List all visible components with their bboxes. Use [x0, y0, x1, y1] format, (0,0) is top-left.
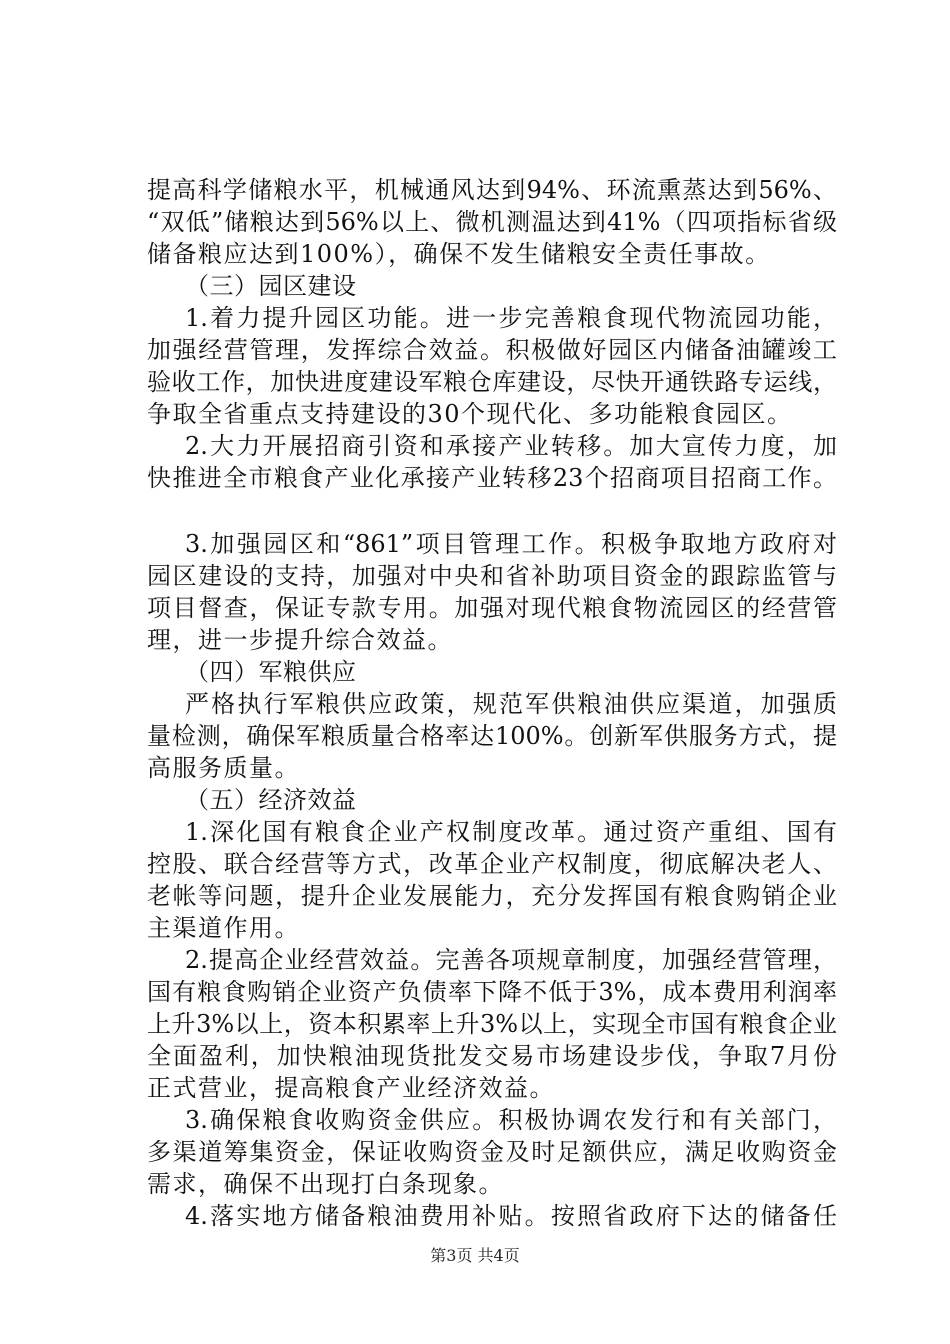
paragraph-line: 提高科学储粮水平，机械通风达到94%、环流熏蒸达到56%、	[147, 176, 837, 204]
paragraph-line: 控股、联合经营等方式，改革企业产权制度，彻底解决老人、	[147, 850, 837, 878]
paragraph-line: 严格执行军粮供应政策，规范军供粮油供应渠道，加强质	[185, 690, 837, 718]
paragraph-line: 多渠道筹集资金，保证收购资金及时足额供应，满足收购资金	[147, 1138, 837, 1166]
blank-gap	[147, 494, 837, 528]
paragraph-line: 快推进全市粮食产业化承接产业转移23个招商项目招商工作。	[147, 464, 837, 492]
paragraph-line: 2.提高企业经营效益。完善各项规章制度，加强经营管理，	[185, 946, 837, 974]
paragraph-line: 争取全省重点支持建设的30个现代化、多功能粮食园区。	[147, 400, 793, 428]
paragraph-line: 需求，确保不出现打白条现象。	[147, 1170, 504, 1198]
section-heading: （五）经济效益	[185, 786, 357, 814]
paragraph-line: 3.确保粮食收购资金供应。积极协调农发行和有关部门，	[185, 1106, 837, 1134]
paragraph-line: 主渠道作用。	[147, 914, 300, 942]
paragraph-line: 全面盈利，加快粮油现货批发交易市场建设步伐，争取7月份	[147, 1042, 837, 1070]
paragraph-line: 加强经营管理，发挥综合效益。积极做好园区内储备油罐竣工	[147, 336, 837, 364]
section-heading: （三）园区建设	[185, 272, 357, 300]
paragraph-line: 国有粮食购销企业资产负债率下降不低于3%，成本费用利润率	[147, 978, 837, 1006]
paragraph-line: 园区建设的支持，加强对中央和省补助项目资金的跟踪监管与	[147, 562, 837, 590]
document-body	[147, 174, 837, 1232]
paragraph-line: 储备粮应达到100%），确保不发生储粮安全责任事故。	[147, 240, 771, 268]
paragraph-line: 2.大力开展招商引资和承接产业转移。加大宣传力度，加	[185, 432, 837, 460]
page-number-footer: 第3页 共4页	[430, 1246, 520, 1265]
paragraph-line: 3.加强园区和“861”项目管理工作。积极争取地方政府对	[185, 530, 837, 558]
paragraph-line: 项目督查，保证专款专用。加强对现代粮食物流园区的经营管	[147, 594, 837, 622]
paragraph-line: 1.着力提升园区功能。进一步完善粮食现代物流园功能，	[185, 304, 837, 332]
paragraph-line: 1.深化国有粮食企业产权制度改革。通过资产重组、国有	[185, 818, 837, 846]
paragraph-line: 理，进一步提升综合效益。	[147, 626, 453, 654]
paragraph-line: 正式营业，提高粮食产业经济效益。	[147, 1074, 555, 1102]
paragraph-line: 上升3%以上，资本积累率上升3%以上，实现全市国有粮食企业	[147, 1010, 837, 1038]
paragraph-line: 量检测，确保军粮质量合格率达100%。创新军供服务方式，提	[147, 722, 837, 750]
section-heading: （四）军粮供应	[185, 658, 357, 686]
paragraph-line: 验收工作，加快进度建设军粮仓库建设，尽快开通铁路专运线，	[147, 368, 837, 396]
paragraph-line: 4.落实地方储备粮油费用补贴。按照省政府下达的储备任	[185, 1202, 837, 1230]
paragraph-line: “双低”储粮达到56%以上、微机测温达到41%（四项指标省级	[147, 208, 837, 236]
paragraph-line: 高服务质量。	[147, 754, 300, 782]
paragraph-line: 老帐等问题，提升企业发展能力，充分发挥国有粮食购销企业	[147, 882, 837, 910]
